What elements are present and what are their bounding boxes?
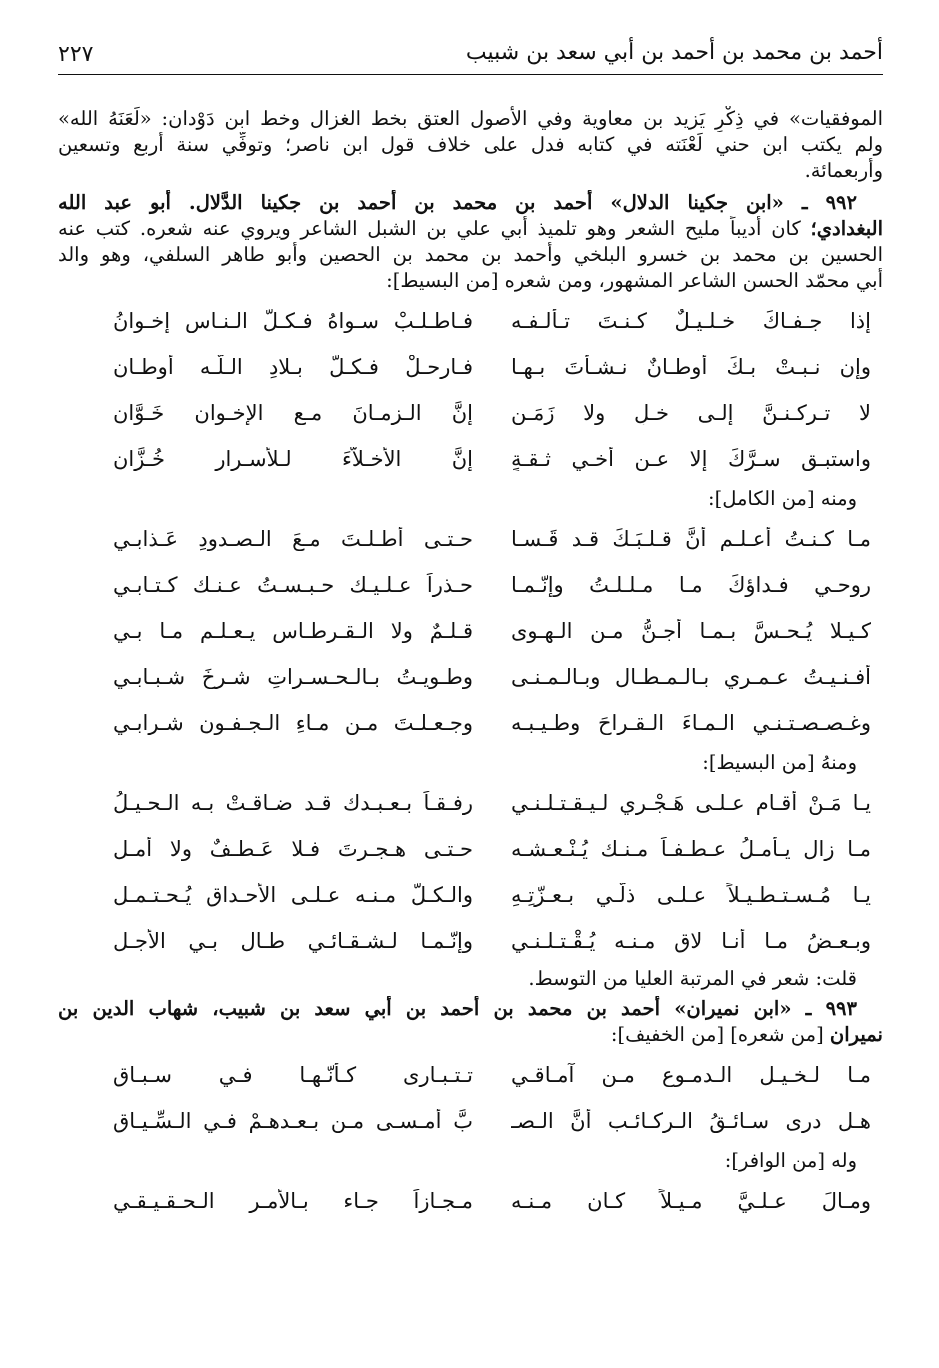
- running-title: أحمد بن محمد بن أحمد بن أبي سعد بن شبيب: [465, 40, 883, 65]
- entry-992-poem-1: [58, 298, 883, 482]
- verse-first-hemistich: روحـي فـداؤكَ مـا مـلـلـتُ وإنّـمـا: [511, 573, 871, 597]
- verse-second-hemistich: وإنّـمـا لـشـقـائـي طـال بـي الأجـل: [113, 929, 473, 953]
- verse-first-hemistich: هـل دری سـائـقُ الـركـائـب أنَّ الـصـ: [511, 1109, 871, 1133]
- intro-line-1: الموفقيات» في ذِكْرِ يَزيد بن معاوية وفي الأصول العتق بخط الغزال وخط ابن دَوْدان: «لَعَنَهُ الله»: [58, 107, 883, 130]
- verse-first-hemistich: وبـعـضُ مـا أنـا لاقٍ مـنـه يُـقْـتـلـنـي: [511, 929, 871, 953]
- verse: [58, 608, 883, 654]
- verse: [58, 872, 883, 918]
- verse-first-hemistich: مـا لـخـيـلِ الـدمـوعِ مـن آمـاقـي: [511, 1063, 871, 1087]
- entry-993-line-2: [58, 1022, 883, 1048]
- entry-992-poem-2: [58, 516, 883, 746]
- verse-first-hemistich: أفـنـيـتُ عـمـري بـالـمـطـالِ وبـالـمـنـى: [511, 665, 871, 689]
- verse: [58, 436, 883, 482]
- verse-first-hemistich: يـا مُـسـتـطـيـلاً عـلـى ذلّـي بـعـزّتِـهِ: [511, 883, 871, 907]
- verse-second-hemistich: فـارحـلْ فـكـلُّ بـلادِ الـلّـه أوطـان: [113, 355, 473, 379]
- verse-second-hemistich: قـلـمٌ ولا الـقـرطـاس يـعـلـم مـا بـي: [113, 619, 473, 643]
- verse-first-hemistich: مـا زال يـأمـلُ عـطـفـاً مـنـك يُـنْـعـشـه: [511, 837, 871, 861]
- entry-993-heading: ٩٩٣ ـ «ابن نميران» أحمد بن محمد بن أحمد بن أبي سعد بن شبيب، شهاب الدين بن: [58, 997, 857, 1020]
- intro-line-3: وأربعمائة.: [804, 159, 883, 182]
- verse-first-hemistich: ومـالَ عـلـيَّ مـيـلاً كـان مـنـه: [511, 1189, 871, 1213]
- verse-second-hemistich: وطـويـتُ بـالـحـسـراتِ شـرخَ شـبـابـي: [113, 665, 473, 689]
- verse-second-hemistich: تـتـبـارى كـأنّـهـا فـي سـبـاقِ: [113, 1063, 473, 1087]
- entry-992-line-3: الحسين بن محمد بن خسرو البلخي وأحمد بن محمد بن الحصين وأبو طاهر السلفي، وهو والد: [58, 243, 883, 266]
- verse-first-hemistich: وغـصـصـتـنـي الـمـاءَ الـقـراحَ وطـيـبـه: [511, 711, 871, 735]
- entry-992-nisba: البغدادي؛: [810, 217, 883, 240]
- verse-second-hemistich: وجـعـلـتَ مـن مـاءِ الـجـفـون شـرابـي: [113, 711, 473, 735]
- running-header: [58, 34, 883, 75]
- verse: [58, 562, 883, 608]
- verse: [58, 344, 883, 390]
- entry-993-poem-2: [58, 1178, 883, 1224]
- verse-first-hemistich: واستبـقِ سـرَّكَ إلا عـن أخـي ثـقـةٍ: [511, 447, 871, 471]
- verse-second-hemistich: إنَّ الأخـلاَّءَ لـلأسـرارِ خُـزَّان: [113, 447, 473, 471]
- entry-992-poem-2-intro: ومنه [من الكامل]:: [708, 487, 857, 510]
- verse: [58, 1178, 883, 1224]
- verse-second-hemistich: حـذراً عـلـيـك حـبـسـتُ عـنـك كـتـابـي: [113, 573, 473, 597]
- verse-second-hemistich: والـكـلُّ مـنـه عـلـى الأحـداق يُـحـتـمـل: [113, 883, 473, 907]
- verse-first-hemistich: مـا كـنـتُ أعـلـم أنَّ قـلـبَـكَ قـد قَـسـا: [511, 527, 871, 551]
- verse-second-hemistich: حـتـى هـجـرتَ فـلا عَـطـفٌ ولا أمـل: [113, 837, 473, 861]
- verse: [58, 780, 883, 826]
- verse: [58, 516, 883, 562]
- entry-993-poem-2-intro: وله [من الوافر]:: [724, 1149, 857, 1172]
- verse-first-hemistich: لا تـركـنـنَّ إلـى خـلٍ ولا زَمَـنٍ: [511, 401, 871, 425]
- entry-993-poem-1: [58, 1052, 883, 1144]
- entry-992-remark: قلت: شعر في المرتبة العليا من التوسط.: [528, 967, 857, 990]
- entry-992-heading: ٩٩٢ ـ «ابن جكينا الدلال» أحمد بن محمد بن أحمد بن جكينا الدَّلال. أبو عبد الله: [58, 191, 857, 214]
- entry-992-poem-3-intro: ومنهُ [من البسيط]:: [702, 751, 857, 774]
- verse: [58, 654, 883, 700]
- verse-second-hemistich: حـتـى أطـلـتَ مـعَ الـصـدودِ عَـذابـي: [113, 527, 473, 551]
- entry-992-line-2: [58, 216, 883, 242]
- entry-993-meter: [من شعره] [من الخفيف]:: [610, 1023, 824, 1046]
- verse-second-hemistich: رفـقـاً بـعـبـدك قـد ضـاقـتْ بـه الـحـيـلُ: [113, 791, 473, 815]
- verse-first-hemistich: وإن نـبـتْ بـكَ أوطـانٌ نـشـأتَ بـهـا: [511, 355, 871, 379]
- entry-992-poem-3: [58, 780, 883, 964]
- verse: [58, 298, 883, 344]
- verse-second-hemistich: مـجـازاً جـاء بـالأمـر الـحـقـيـقـي: [113, 1189, 473, 1213]
- page-number: ٢٢٧: [58, 42, 94, 67]
- verse-first-hemistich: يـا مَـنْ أقـام عـلـى هَـجْـري لـيـقـتـلـنـي: [511, 791, 871, 815]
- verse-second-hemistich: بَّ أمـسـى مـن بـعـدهـمْ فـي الـسِّـيـاقِ: [113, 1109, 473, 1133]
- verse-first-hemistich: إذا جـفـاكَ خـلـيـلٌ كـنـتَ تـألـفـه: [511, 309, 871, 333]
- verse-second-hemistich: فـاطـلـبْ سـواهُ فـكـلُّ الـنـاسِ إخـوانُ: [113, 309, 473, 333]
- page-body: [58, 106, 883, 1224]
- verse-second-hemistich: إنَّ الـزمـانَ مـع الإخـوانِ خَـوَّان: [113, 401, 473, 425]
- entry-992-bio-1: كان أديباً مليح الشعر وهو تلميذ أبي علي بن الشبل الشاعر ويروي عنه شعره. كتب عنه: [58, 217, 801, 240]
- intro-line-2: ولم يكتب ابن حني لَعْنَته في كتابه فدل على خلاف قول ابن ناصر؛ وتوفِّي سنة أربع وتسعين: [58, 133, 883, 156]
- verse: [58, 918, 883, 964]
- verse-first-hemistich: كـيـلا يُـحـسَّ بـمـا أُجـنُّ مـن الـهـوى: [511, 619, 871, 643]
- verse: [58, 700, 883, 746]
- entry-992-line-4: أبي محمّد الحسن الشاعر المشهور، ومن شعره [من البسيط]:: [386, 269, 883, 292]
- verse: [58, 826, 883, 872]
- entry-993-name: نميران: [829, 1023, 883, 1046]
- verse: [58, 390, 883, 436]
- verse: [58, 1052, 883, 1098]
- verse: [58, 1098, 883, 1144]
